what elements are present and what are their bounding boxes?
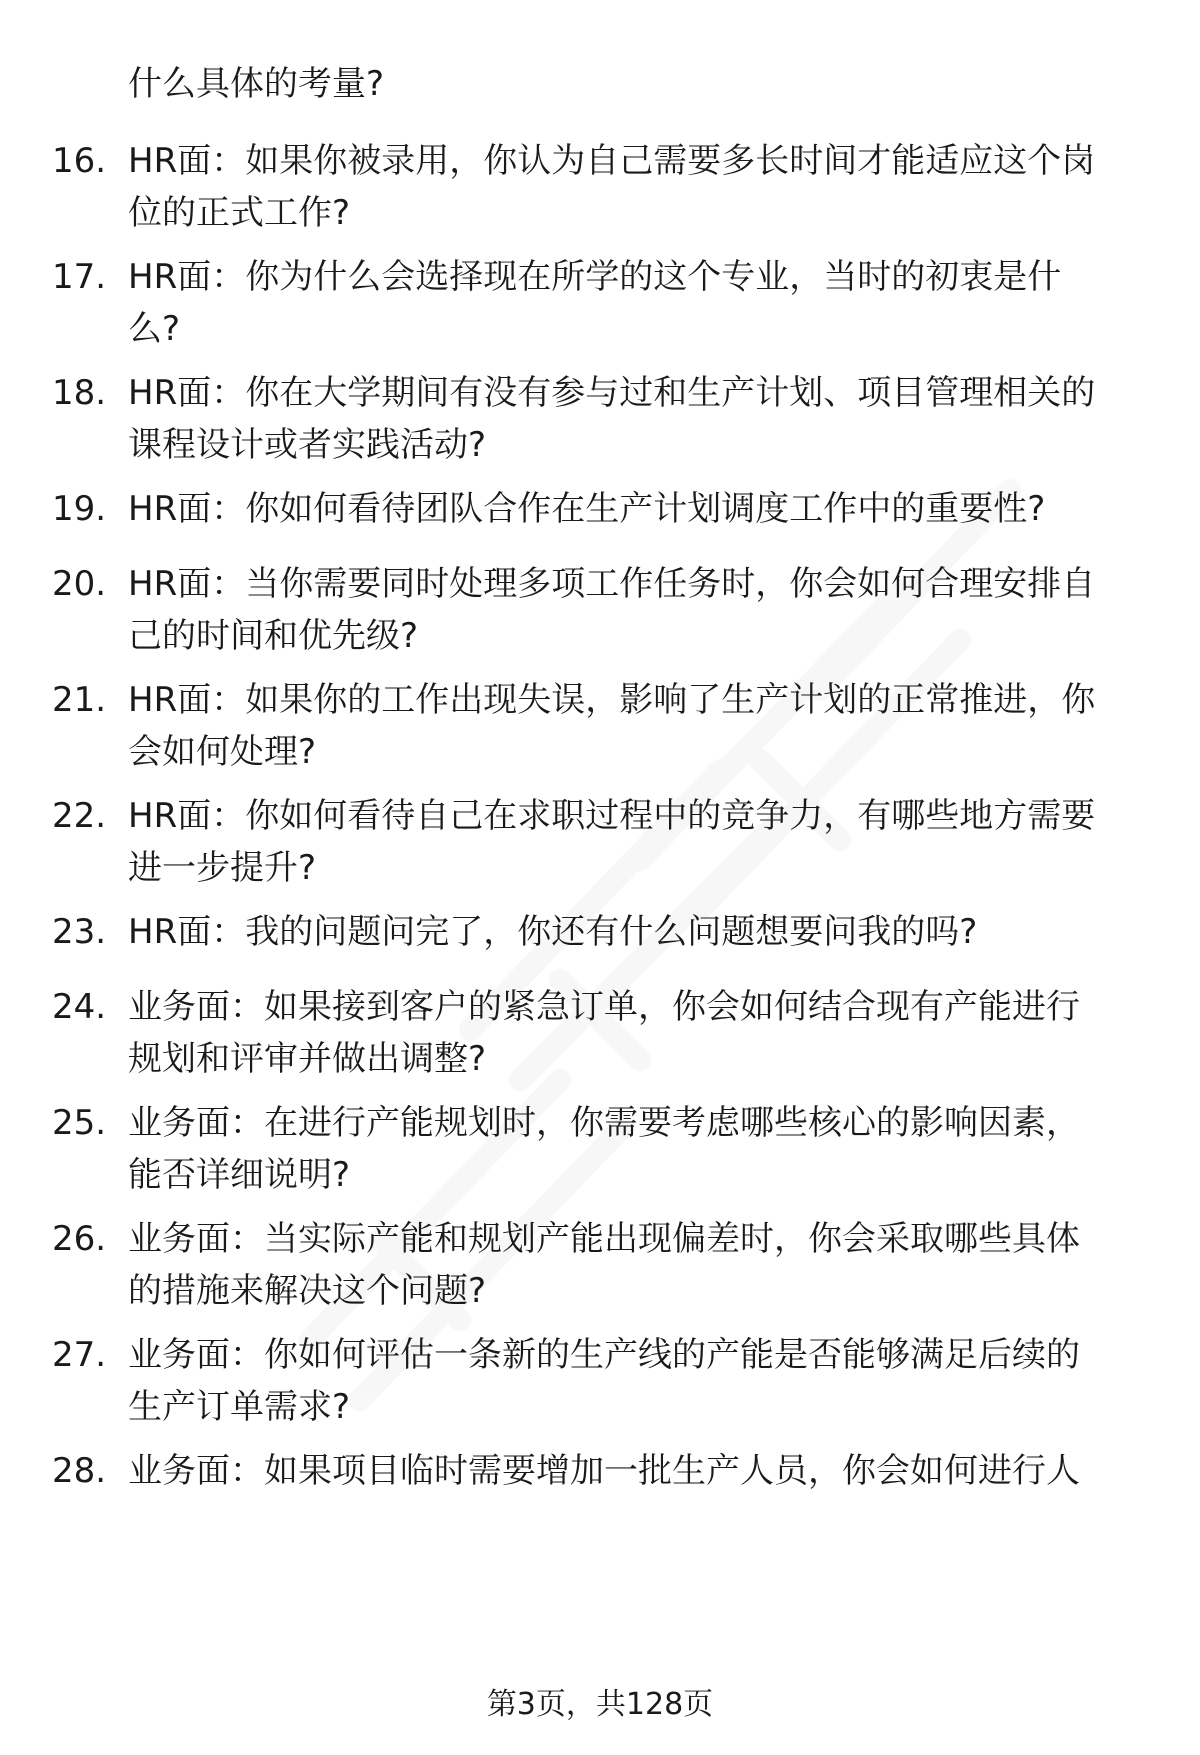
question-text-line: 业务面：当实际产能和规划产能出现偏差时，你会采取哪些具体 (128, 1219, 1080, 1259)
question-text-line: HR面：当你需要同时处理多项工作任务时，你会如何合理安排自 (128, 564, 1096, 604)
question-text-line: 业务面：如果项目临时需要增加一批生产人员，你会如何进行人 (128, 1451, 1080, 1491)
question-text (128, 251, 1168, 355)
question-text-line: HR面：如果你的工作出现失误，影响了生产计划的正常推进，你 (128, 680, 1096, 720)
question-text (128, 367, 1168, 471)
question-number: 27. (52, 1335, 107, 1375)
question-number: 23. (52, 912, 107, 952)
question-text (128, 1213, 1168, 1317)
question-text-line: HR面：如果你被录用，你认为自己需要多长时间才能适应这个岗 (128, 141, 1096, 181)
question-text (128, 674, 1168, 778)
question-number: 26. (52, 1219, 107, 1259)
question-number: 21. (52, 680, 107, 720)
question-text-line: 会如何处理? (128, 732, 317, 772)
question-text-line: HR面：你在大学期间有没有参与过和生产计划、项目管理相关的 (128, 373, 1096, 413)
question-number: 25. (52, 1103, 107, 1143)
question-number: 17. (52, 257, 107, 297)
page-footer: 第3页，共128页 (486, 1687, 714, 1722)
question-text-line: 么? (128, 309, 181, 349)
question-text (128, 483, 1168, 535)
question-text (128, 1445, 1168, 1497)
question-text-line: 业务面：如果接到客户的紧急订单，你会如何结合现有产能进行 (128, 987, 1080, 1027)
question-text-line: 的措施来解决这个问题? (128, 1271, 487, 1311)
question-number: 16. (52, 141, 107, 181)
question-text-line: HR面：我的问题问完了，你还有什么问题想要问我的吗? (128, 912, 978, 952)
question-number: 19. (52, 489, 107, 529)
question-text-line: 业务面：你如何评估一条新的生产线的产能是否能够满足后续的 (128, 1335, 1080, 1375)
question-text-line: HR面：你如何看待团队合作在生产计划调度工作中的重要性? (128, 489, 1046, 529)
continued-question-text: 什么具体的考量? (128, 64, 385, 104)
question-text (128, 1097, 1168, 1201)
question-number: 24. (52, 987, 107, 1027)
question-text-line: 业务面：在进行产能规划时，你需要考虑哪些核心的影响因素， (128, 1103, 1080, 1143)
question-text (128, 135, 1168, 239)
question-text-line: 己的时间和优先级? (128, 616, 419, 656)
question-number: 18. (52, 373, 107, 413)
question-text-line: 进一步提升? (128, 848, 317, 888)
question-text (128, 558, 1168, 662)
question-number: 22. (52, 796, 107, 836)
question-number: 28. (52, 1451, 107, 1491)
question-text (128, 981, 1168, 1085)
question-text-line: 生产订单需求? (128, 1387, 351, 1427)
question-text (128, 790, 1168, 894)
question-number: 20. (52, 564, 107, 604)
question-text (128, 906, 1168, 958)
question-text-line: 课程设计或者实践活动? (128, 425, 487, 465)
question-text (128, 1329, 1168, 1433)
question-text-line: 能否详细说明? (128, 1155, 351, 1195)
question-text-line: 位的正式工作? (128, 193, 351, 233)
question-text-line: HR面：你如何看待自己在求职过程中的竞争力，有哪些地方需要 (128, 796, 1096, 836)
question-text-line: 规划和评审并做出调整? (128, 1039, 487, 1079)
question-text-line: HR面：你为什么会选择现在所学的这个专业，当时的初衷是什 (128, 257, 1062, 297)
